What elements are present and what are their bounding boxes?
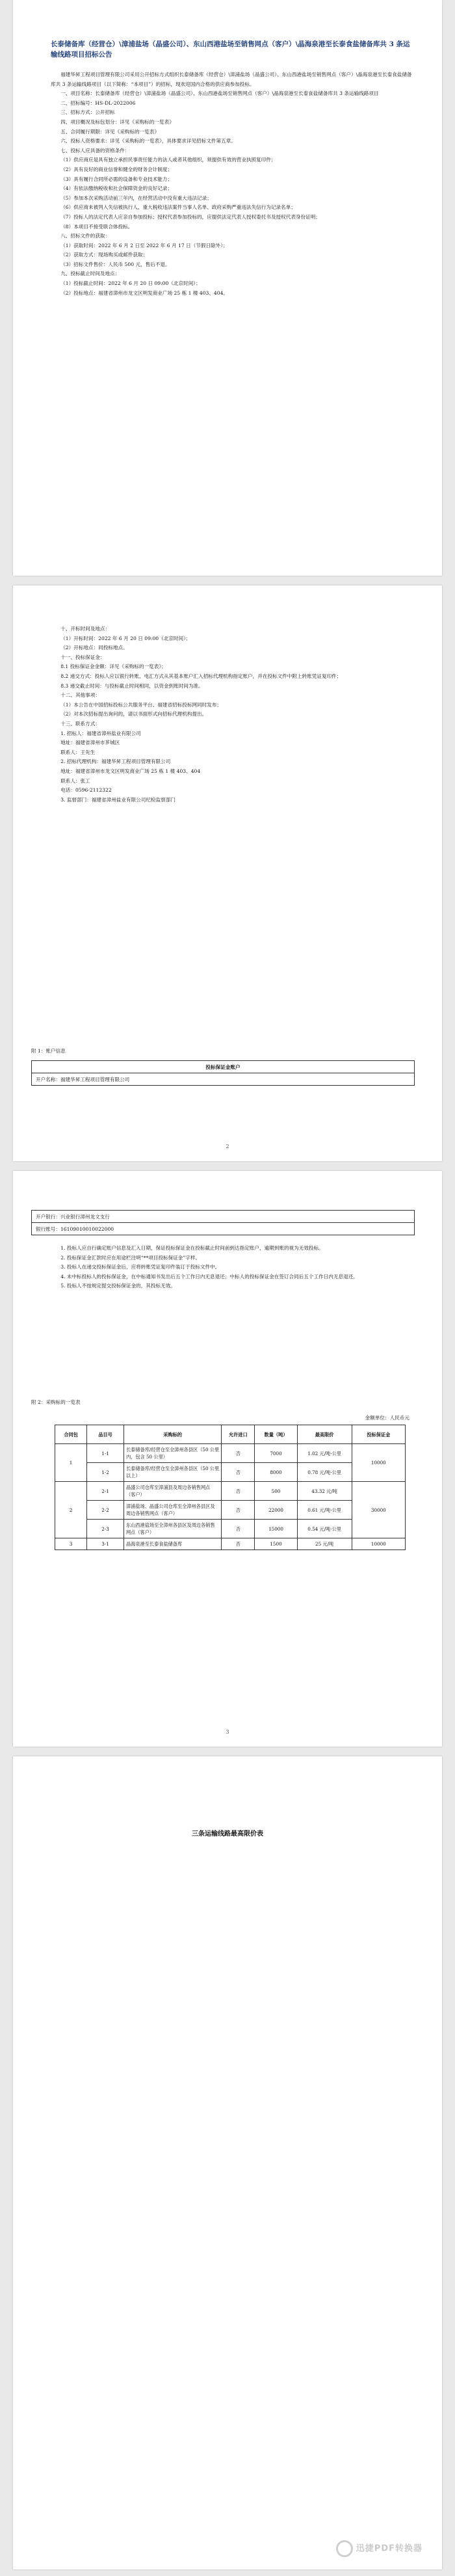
paragraph: 联系人：张工 [60,777,90,784]
item-no-cell: 1-1 [87,1444,124,1463]
paragraph: 5. 投标人不按规定提交投标保证金的，其投标无效。 [60,1283,176,1289]
item-no-cell: 2-2 [87,1501,124,1520]
document-page-1 [13,0,442,576]
paragraph: 8.2 递交方式：投标人应以银行转账、电汇方式从其基本账户汇入招标代理机构指定账户，并在投标文件中附上转账凭证复印件； [60,673,342,679]
paragraph: （7）投标人的法定代表人应亲自参加投标；授权代表参加投标的，应提供法定代表人授权委托书及授权代表身份证明； [60,213,320,220]
table-row [55,1538,406,1550]
announcement-title: 长泰储备库（经营仓）\漳浦盐场（晶盛公司）、东山西港盐场至销售网点（客户）\晶海泉港至长泰食盐储备库共 3 条运输线路项目招标公告 [51,40,410,59]
col-header: 最高限价 [297,1425,352,1444]
item-no-cell: 3-1 [87,1538,124,1550]
paragraph: （6）供应商未被列入失信被执行人、重大税收违法案件当事人名单、政府采购严重违法失信行为记录名单； [60,204,296,211]
price-cell: 0.78 元/吨·公里 [297,1463,352,1482]
col-header: 品目号 [87,1425,124,1444]
price-cell: 1.02 元/吨·公里 [297,1444,352,1463]
import-cell: 否 [222,1520,255,1538]
quantity-cell: 22000 [255,1501,297,1520]
page-number: 3 [226,1729,229,1735]
paragraph: 4. 未中标投标人的投标保证金，在中标通知书发出后五个工作日内无息退还；中标人的投标保证金在签订合同后五个工作日内无息退还。 [60,1273,358,1280]
item-no-cell: 2-1 [87,1482,124,1501]
document-page-2 [13,585,442,1161]
price-cell: 0.61 元/吨·公里 [297,1501,352,1520]
paragraph: 一、项目名称：长泰储备库（经营仓）\漳浦盐场（晶盛公司）、东山西港盐场至销售网点（客户）\晶海泉港至长泰食盐储备库共 3 条运输线路项目 [60,90,379,97]
paragraph: 二、招标编号：HS-DL-2022006 [60,100,136,106]
paragraph: （1）获取时间：2022 年 6 月 2 日至 2022 年 6 月 17 日（节假日除外）； [60,242,228,248]
bank-row: 开户银行：兴业银行漳州龙文支行 [32,1211,415,1223]
account-number-row: 银行账号：16109010010022000 [32,1223,415,1235]
target-cell: 晶盛公司仓库至漳浦县及周边各销售网点（客户） [124,1482,221,1501]
paragraph: 1. 投标人应自行确定账户信息及汇入日期，保证投标保证金在投标截止时间前到达指定账户，逾期到账的视为无效投标。 [60,1245,324,1251]
watermark-text: 迅捷PDF转换器 [356,2543,422,2554]
col-header: 采购标的 [124,1425,221,1444]
paragraph: （8）本项目不接受联合体投标。 [60,223,133,230]
paragraph: （1）开标时间：2022 年 6 月 20 日 09:00（北京时间）； [60,635,191,641]
account-table [31,1060,415,1086]
deposit-cell: 10000 [352,1538,405,1550]
paragraph: 8.1 投标保证金金额：详见《采购标的一览表》； [60,664,166,670]
paragraph: 九、投标截止时间及地点： [60,271,120,277]
import-cell: 否 [222,1482,255,1501]
paragraph: 2. 招标代理机构：福建华昇工程项目管理有限公司 [60,758,171,765]
paragraph: （2）投标地点：福建省漳州市龙文区明发商业广场 25 栋 1 楼 403、404。 [60,289,229,296]
item-no-cell: 2-3 [87,1520,124,1538]
pack-cell: 1 [55,1444,87,1482]
paragraph: （1）投标截止时间：2022 年 6 月 20 日 09:00（北京时间）； [60,280,201,287]
page3-body [51,1244,415,1291]
pack-cell: 3 [55,1538,87,1550]
paragraph: 地址：福建省漳州市龙文区明发商业广场 25 栋 1 楼 403、404 [60,768,201,774]
paragraph: （1）本公告在中国招标投标公共服务平台、福建省招标投标网同时发布； [60,701,222,708]
paragraph: （3）招标文件售价：人民币 500 元，售后不退。 [60,261,170,267]
paragraph: （4）有依法缴纳税收和社会保障资金的良好记录； [60,185,173,192]
paragraph: 五、合同履行期限：详见《采购标的一览表》 [60,128,160,135]
account-table-header: 投标保证金账户 [32,1061,415,1073]
target-cell: 东山西港盐场至全漳州各县区及周边各销售网点（客户） [124,1520,221,1538]
col-header: 合同包 [55,1425,87,1444]
quantity-cell: 1500 [255,1538,297,1550]
paragraph: （2）获取方式：现场购买或邮件获取； [60,252,148,258]
quantity-cell: 8000 [255,1463,297,1482]
paragraph: 十二、其他事项： [60,692,100,699]
currency-unit: 金额单位：人民币元 [365,1415,410,1421]
document-page-3 [13,1171,442,1747]
import-cell: 否 [222,1538,255,1550]
paragraph: （2）具有良好的商业信誉和健全的财务会计制度； [60,166,173,172]
quantity-cell: 15000 [255,1520,297,1538]
paragraph: 七、投标人应具备的资格条件： [60,147,130,154]
converter-logo-icon [336,2540,353,2557]
document-page-4 [13,1756,442,2569]
paragraph: 8.3 递交截止时间：与投标截止时间相同，以资金到账时间为准。 [60,682,203,689]
price-cell: 0.54 元/吨·公里 [297,1520,352,1538]
procurement-list-label: 附 2：采购标的一览表 [31,1399,81,1405]
table-row [55,1444,406,1463]
target-cell: 漳浦盐场、晶盛公司仓库至全漳州各县区及周边各销售网点（客户） [124,1501,221,1520]
page2-body [51,624,415,805]
item-no-cell: 1-2 [87,1463,124,1482]
paragraph: （2）开标地点：同投标地点。 [60,645,128,651]
col-header: 投标保证金 [352,1425,405,1444]
paragraph: （5）参加本次采购活动前三年内，在经营活动中没有重大违法记录； [60,195,212,201]
paragraph: 地址：福建省漳州市芗城区 [60,740,120,746]
paragraph: 联系人：王先生 [60,749,96,755]
account-name-row: 开户名称：福建华昇工程项目管理有限公司 [32,1073,415,1086]
paragraph: 1. 招标人：福建省漳州盐业有限公司 [60,730,141,736]
import-cell: 否 [222,1463,255,1482]
account-info-label: 附 1：账户信息 [31,1048,66,1054]
paragraph: 四、项目概况及标包划分：详见《采购标的一览表》 [60,118,174,125]
paragraph: 八、招标文件的获取： [60,233,110,239]
deposit-cell: 30000 [352,1482,405,1538]
import-cell: 否 [222,1501,255,1520]
paragraph: 十三、联系方式： [60,720,100,727]
col-header: 允许进口 [222,1425,255,1444]
paragraph: 六、投标人资格要求：详见《采购标的一览表》，具体要求详见招标文件第五章。 [60,138,236,144]
price-table-title: 三条运输线路最高限价表 [192,1831,263,1838]
account-table-continued [31,1210,415,1235]
table-row [55,1482,406,1501]
price-cell: 43.32 元/吨 [297,1482,352,1501]
paragraph: 福建华昇工程项目管理有限公司采用公开招标方式组织长泰储备库（经营仓）\漳浦盐场（晶盛公司）、东山西港盐场至销售网点（客户）\晶海泉港至长泰食盐储备库共 3 条运输线路项目（以下简称：“本项目”）的招标，现欢迎国内合格的供应商参加投标。 [51,72,412,87]
quantity-cell: 500 [255,1482,297,1501]
paragraph: （1）供应商应是具有独立承担民事责任能力的法人或者其他组织，须提供有效的营业执照复印件； [60,157,276,163]
paragraph: 电话：0596-2112322 [60,787,112,794]
paragraph: 三、招标方式：公开招标 [60,109,115,116]
converter-watermark [336,2540,422,2557]
import-cell: 否 [222,1444,255,1463]
pack-cell: 2 [55,1482,87,1538]
paragraph: 3. 监督部门：福建省漳州盐业有限公司纪检监察部门 [60,796,176,803]
col-header: 数量（吨） [255,1425,297,1444]
procurement-table [55,1425,406,1550]
paragraph: 3. 投标人在递交投标保证金后，应将转账凭证复印件装订于投标文件中。 [60,1264,220,1270]
deposit-cell: 10000 [352,1444,405,1482]
paragraph: 十一、投标保证金： [60,654,105,660]
page1-body [51,70,415,298]
quantity-cell: 7000 [255,1444,297,1463]
price-cell: 25 元/吨 [297,1538,352,1550]
target-cell: 长泰储备库/经营仓至全漳州各县区（50 公里内，包含 50 公里） [124,1444,221,1463]
page-number: 2 [226,1144,229,1149]
paragraph: 2. 投标保证金汇款时应在用途栏注明“**项目投标保证金”字样。 [60,1254,201,1261]
paragraph: （3）具有履行合同所必需的设备和专业技术能力； [60,176,173,182]
target-cell: 长泰储备库/经营仓至全漳州各县区（50 公里以上） [124,1463,221,1482]
paragraph: 十、开标时间及地点： [60,626,110,632]
target-cell: 晶海泉港至长泰食盐储备库 [124,1538,221,1550]
paragraph: （2）对本次招标提出询问的，请以书面形式向招标代理机构提出。 [60,711,207,718]
